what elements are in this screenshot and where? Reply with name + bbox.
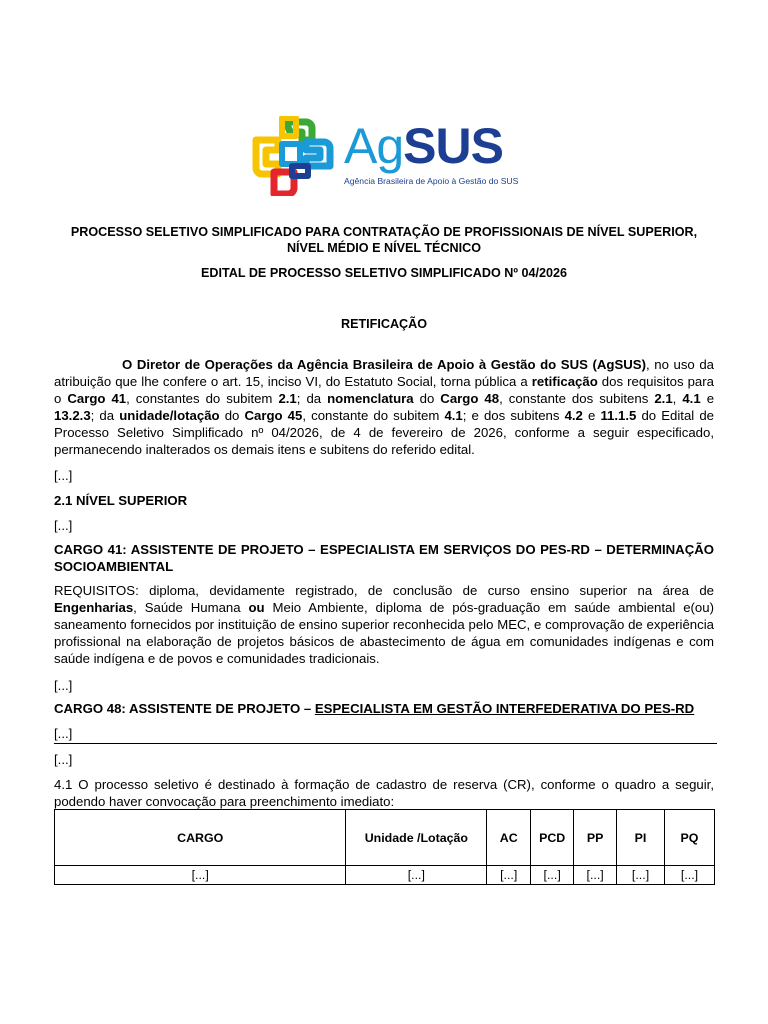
intro-text: do	[219, 408, 245, 423]
intro-text: , constantes do subitem	[126, 391, 279, 406]
agsus-cross-logo-icon	[252, 116, 334, 196]
col-unidade-lotacao: Unidade /Lotação	[346, 810, 487, 866]
intro-text: ,	[672, 391, 683, 406]
cargo-48-name: ESPECIALISTA EM GESTÃO INTERFEDERATIVA DO PES-RD	[314, 701, 695, 716]
intro-text: ; da	[296, 391, 328, 406]
intro-text: ; e dos subitens	[462, 408, 565, 423]
intro-text: nomenclatura	[327, 391, 414, 406]
ellipsis: [...]	[54, 518, 73, 533]
intro-text: e	[700, 391, 715, 406]
intro-text: do	[413, 391, 441, 406]
intro-text: 4.1	[444, 408, 463, 423]
req-text: REQUISITOS: diploma, devidamente registrado, de conclusão de curso ensino superior na área de	[54, 583, 714, 598]
intro-text: Cargo 45	[244, 408, 303, 423]
intro-text: e	[582, 408, 601, 423]
intro-paragraph	[54, 356, 714, 458]
logo-suffix: SUS	[403, 118, 503, 174]
edital-title: EDITAL DE PROCESSO SELETIVO SIMPLIFICADO Nº 04/2026	[201, 266, 567, 280]
table-cell: [...]	[531, 866, 574, 885]
table-row	[55, 866, 715, 885]
ellipsis: [...]	[54, 678, 73, 693]
cargo-41-requirements	[54, 582, 714, 667]
document-heading: PROCESSO SELETIVO SIMPLIFICADO PARA CONTRATAÇÃO DE PROFISSIONAIS DE NÍVEL SUPERIOR, NÍVEL MÉDIO E NÍVEL TÉCNICO	[70, 225, 698, 255]
table-cell: [...]	[574, 866, 617, 885]
table-cell: [...]	[487, 866, 531, 885]
cargo-48-title	[54, 700, 694, 717]
intro-text: unidade/lotação	[119, 408, 220, 423]
intro-text: 4.2	[564, 408, 583, 423]
col-pi: PI	[617, 810, 665, 866]
intro-text: 2.1	[278, 391, 297, 406]
agsus-logo	[252, 116, 522, 196]
col-pcd: PCD	[531, 810, 574, 866]
logo-wordmark	[344, 118, 503, 174]
col-cargo: CARGO	[55, 810, 346, 866]
intro-text: do Edital de Processo Seletivo Simplificado nº 04/2026, de 4 de fevereiro de 2026, conforme a seguir especificado, permanecendo inalterados os demais itens e subitens do referido edital.	[54, 408, 714, 457]
intro-text: 4.1	[682, 391, 701, 406]
req-text: Meio Ambiente, diploma de pós-graduação em saúde ambiental e(ou) saneamento fornecidos por instituição de ensino superior reconhecida pelo MEC, e comprovação de experiência profissional na elaboração de projetos básicos de abastecimento de água em comunidades indígenas e com saúde indígena e de povos e comunidades tradicionais.	[54, 600, 714, 666]
intro-text: Cargo 41	[67, 391, 127, 406]
cargo-table	[54, 809, 715, 885]
intro-text: 13.2.3	[54, 408, 91, 423]
ellipsis: [...]	[54, 752, 73, 767]
intro-text: 2.1	[654, 391, 673, 406]
table-header-row	[55, 810, 715, 866]
intro-text: ; da	[90, 408, 120, 423]
col-pp: PP	[574, 810, 617, 866]
req-text: ou	[248, 600, 265, 615]
cargo-41-title: CARGO 41: ASSISTENTE DE PROJETO – ESPECIALISTA EM SERVIÇOS DO PES-RD – DETERMINAÇÃO SOCIOAMBIENTAL	[54, 542, 714, 574]
section-divider	[54, 743, 717, 744]
table-cell: [...]	[617, 866, 665, 885]
intro-text: , constante dos subitens	[499, 391, 655, 406]
intro-text: , constante do subitem	[302, 408, 445, 423]
logo-tagline: Agência Brasileira de Apoio à Gestão do SUS	[344, 176, 519, 186]
req-text: , Saúde Humana	[133, 600, 249, 615]
col-ac: AC	[487, 810, 531, 866]
intro-text: 11.1.5	[600, 408, 637, 423]
section-2-1-heading: 2.1 NÍVEL SUPERIOR	[54, 493, 188, 508]
ellipsis: [...]	[54, 726, 73, 741]
intro-text: retificação	[531, 374, 598, 389]
intro-text: Cargo 48	[440, 391, 500, 406]
table-cell: [...]	[346, 866, 487, 885]
logo-prefix: Ag	[344, 118, 404, 174]
cargo-48-prefix: CARGO 48: ASSISTENTE DE PROJETO –	[54, 701, 315, 716]
table-cell: [...]	[665, 866, 715, 885]
col-pq: PQ	[665, 810, 715, 866]
retificacao-title: RETIFICAÇÃO	[340, 317, 428, 331]
intro-text: O Diretor de Operações da Agência Brasileira de Apoio à Gestão do SUS (AgSUS)	[122, 357, 646, 372]
req-text: Engenharias	[54, 600, 134, 615]
intro-text: dos requisitos para o	[54, 374, 714, 406]
intro-text: , no uso da atribuição que lhe confere o art. 15, inciso VI, do Estatuto Social, torna pública a	[54, 357, 715, 389]
item-4-1-paragraph: 4.1 O processo seletivo é destinado à formação de cadastro de reserva (CR), conforme o quadro a seguir, podendo haver convocação para preenchimento imediato:	[54, 777, 714, 809]
table-cell: [...]	[55, 866, 346, 885]
ellipsis: [...]	[54, 468, 73, 483]
